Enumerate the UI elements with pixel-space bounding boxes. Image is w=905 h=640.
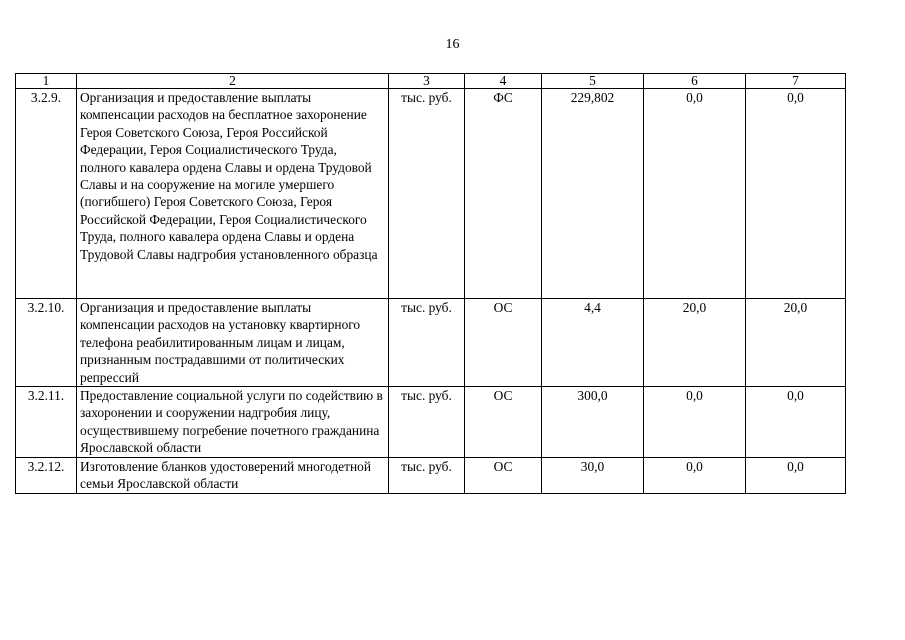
row-unit: тыс. руб. (389, 299, 465, 387)
table-header (16, 74, 846, 89)
row-value-col-7: 20,0 (746, 299, 846, 387)
row-description: Организация и предоставление выплаты компенсации расходов на установку квартирного телефона реабилитированным лицам и лицам, признанным пострадавшими от политических репрессий (77, 299, 389, 387)
row-value-col-6: 20,0 (644, 299, 746, 387)
row-number: 3.2.10. (16, 299, 77, 387)
row-number: 3.2.11. (16, 387, 77, 458)
row-funding-source: ОС (465, 387, 542, 458)
row-value-col-5: 30,0 (542, 458, 644, 494)
row-value-col-7: 0,0 (746, 458, 846, 494)
header-row (16, 74, 846, 89)
table-row (16, 299, 846, 387)
row-description: Предоставление социальной услуги по содействию в захоронении и сооружении надгробия лицу, осуществившему погребение почетного гражданина Ярославской области (77, 387, 389, 458)
row-funding-source: ОС (465, 299, 542, 387)
table-row (16, 89, 846, 299)
row-value-col-6: 0,0 (644, 387, 746, 458)
row-description: Организация и предоставление выплаты компенсации расходов на бесплатное захоронение Героя Советского Союза, Героя Российской Федерации, Героя Социалистического Труда, полного кавалера ордена Славы и ордена Трудовой Славы и на сооружение на могиле умершего (погибшего) Героя Советского Союза, Героя Российской Федерации, Героя Социалистического Труда, полного кавалера ордена Славы и ордена Трудовой Славы надгробия установленного образца (77, 89, 389, 299)
header-col-5: 5 (542, 74, 644, 89)
row-unit: тыс. руб. (389, 458, 465, 494)
row-unit: тыс. руб. (389, 387, 465, 458)
header-col-3: 3 (389, 74, 465, 89)
row-value-col-7: 0,0 (746, 387, 846, 458)
row-value-col-5: 300,0 (542, 387, 644, 458)
row-value-col-5: 4,4 (542, 299, 644, 387)
header-col-7: 7 (746, 74, 846, 89)
header-col-2: 2 (77, 74, 389, 89)
header-col-6: 6 (644, 74, 746, 89)
table-row (16, 387, 846, 458)
table-body (16, 89, 846, 494)
row-value-col-6: 0,0 (644, 458, 746, 494)
table-row (16, 458, 846, 494)
row-unit: тыс. руб. (389, 89, 465, 299)
row-funding-source: ОС (465, 458, 542, 494)
row-value-col-6: 0,0 (644, 89, 746, 299)
row-value-col-5: 229,802 (542, 89, 644, 299)
header-col-4: 4 (465, 74, 542, 89)
header-col-1: 1 (16, 74, 77, 89)
row-description: Изготовление бланков удостоверений многодетной семьи Ярославской области (77, 458, 389, 494)
row-value-col-7: 0,0 (746, 89, 846, 299)
page-number: 16 (445, 37, 460, 52)
row-number: 3.2.9. (16, 89, 77, 299)
budget-table (15, 73, 846, 494)
row-number: 3.2.12. (16, 458, 77, 494)
row-funding-source: ФС (465, 89, 542, 299)
